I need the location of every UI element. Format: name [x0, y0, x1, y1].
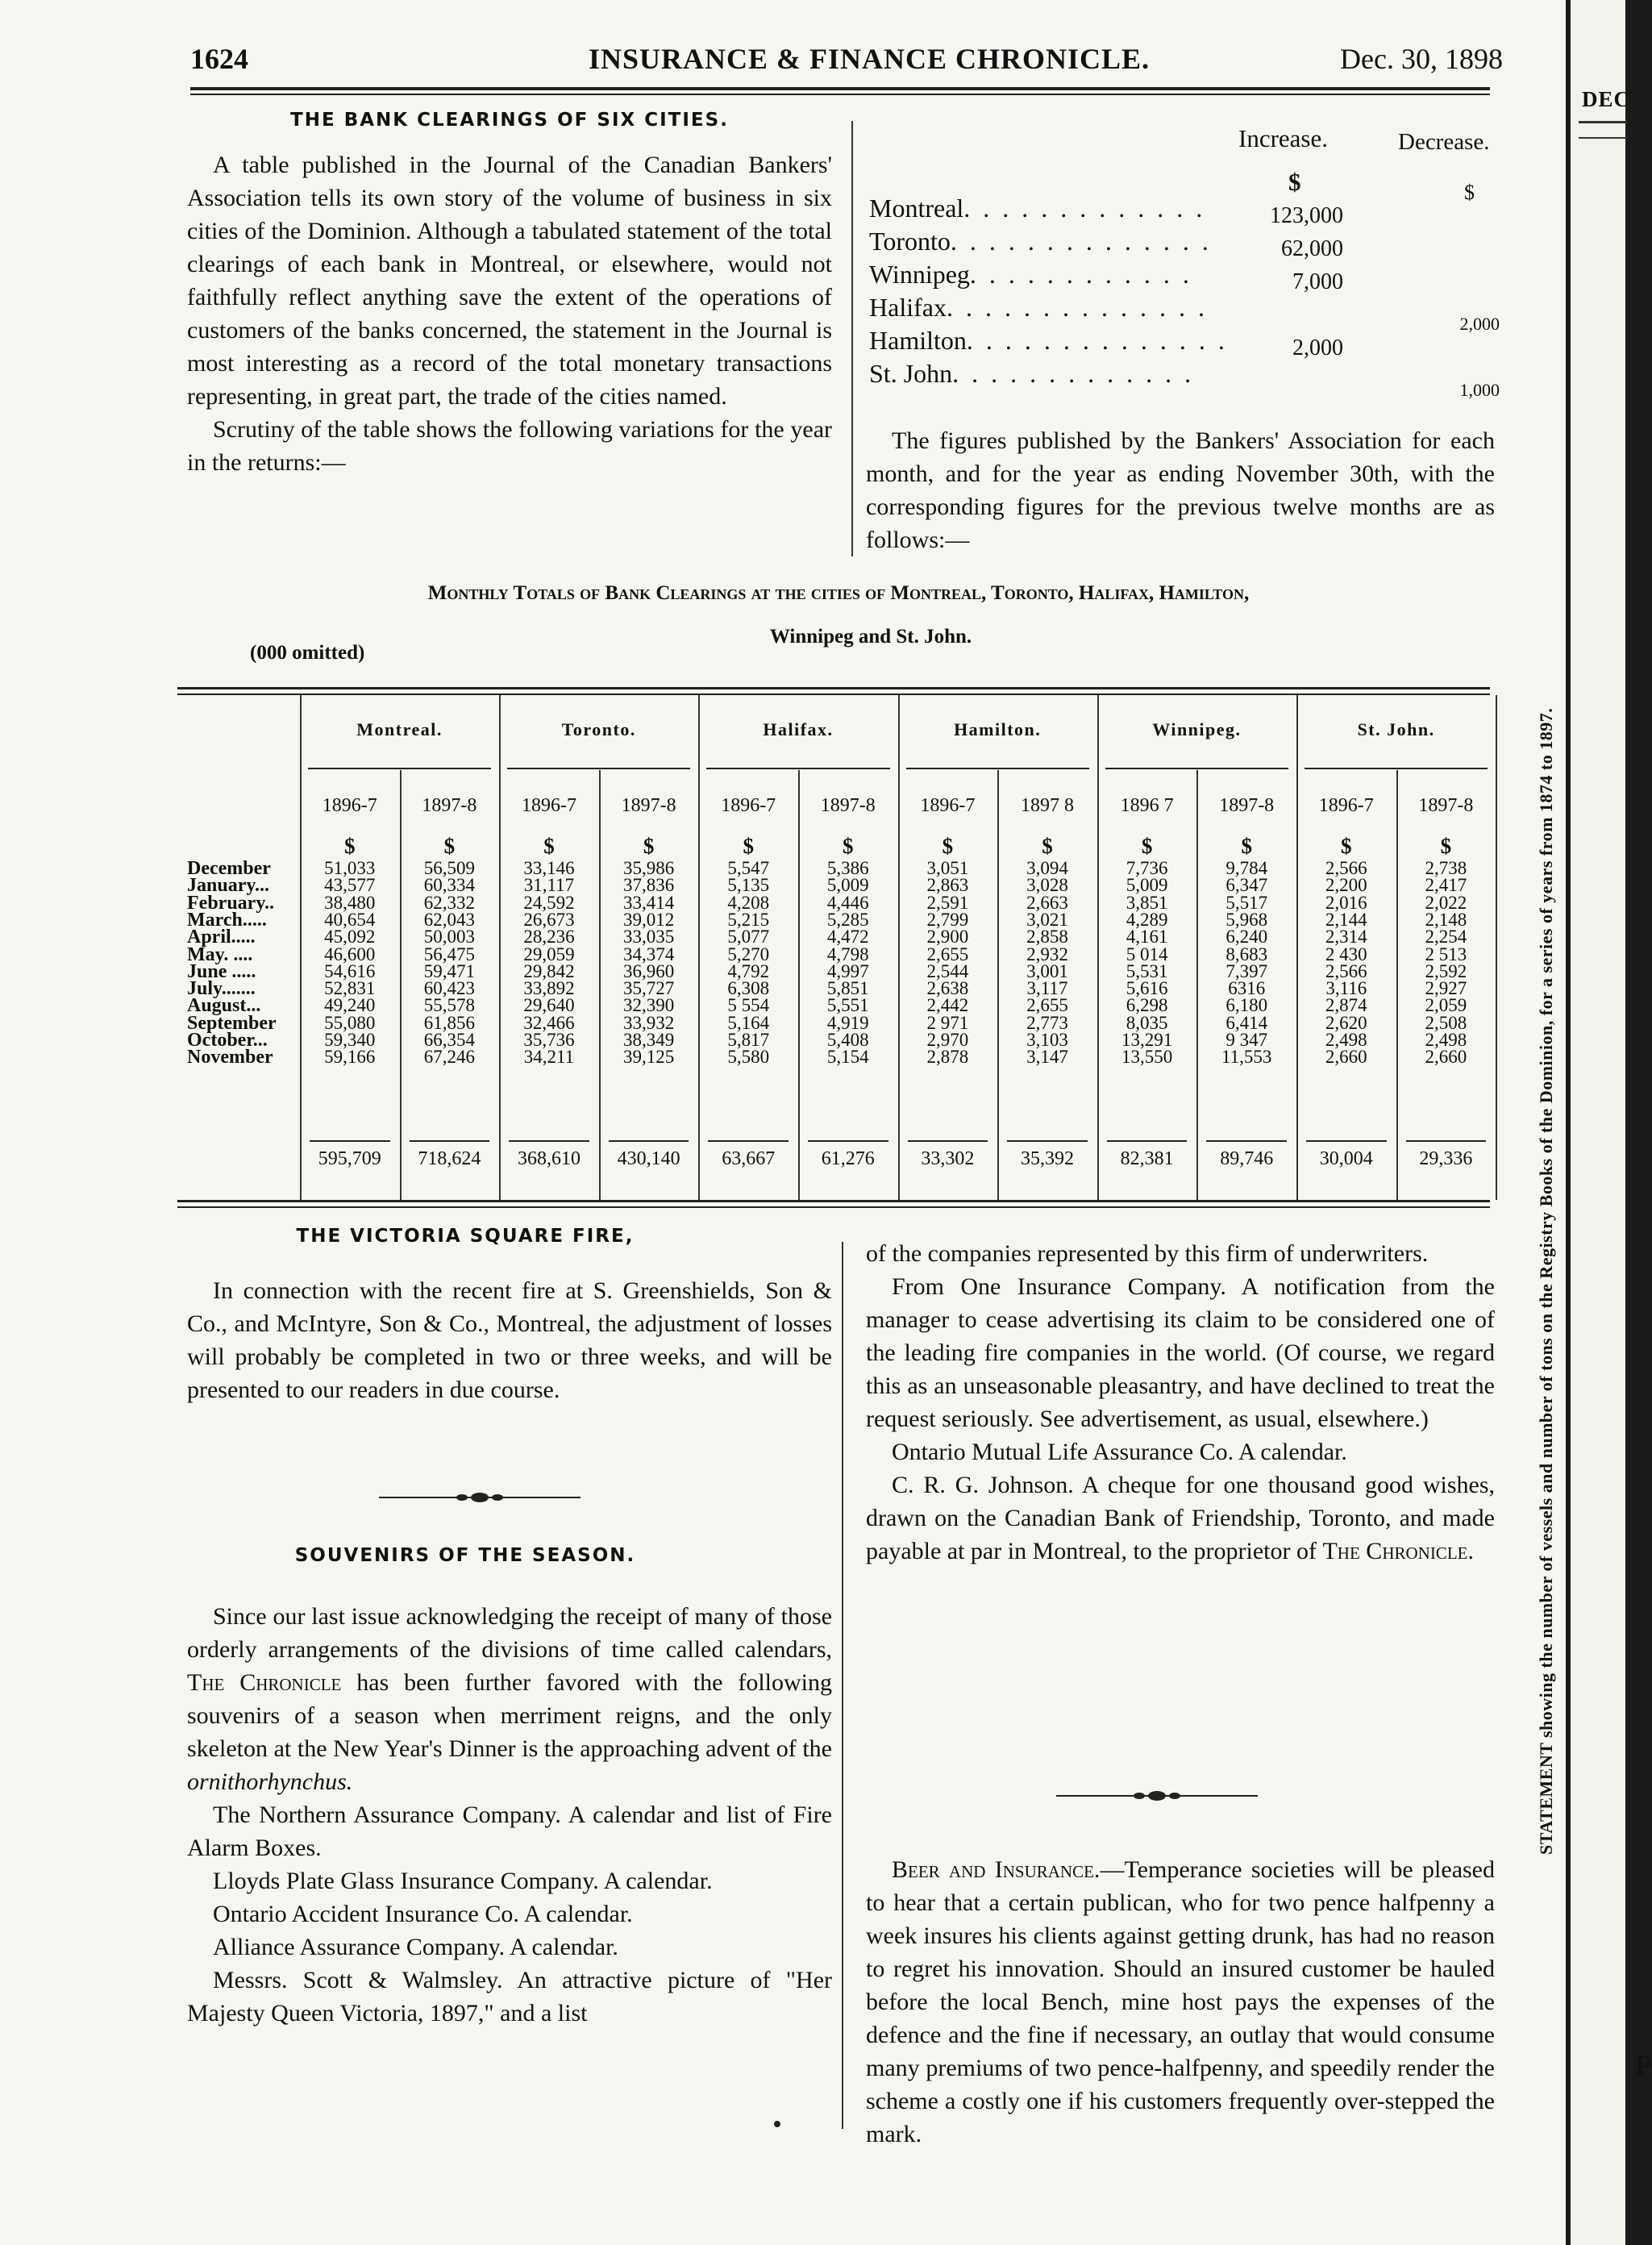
year-header: 1896 7	[1120, 795, 1174, 816]
souvenir-item-4: Alliance Assurance Company. A calendar.	[213, 1934, 618, 1960]
dollar-sign: $	[344, 834, 356, 858]
adjacent-page-edge	[1571, 0, 1652, 2245]
souvenirs-intro: Since our last issue acknowledging the receipt of many of those orderly arrangements of the divisions of time called calendars, The Chronicle has been further favored with the following souvenirs of a season when merriment reigns, and the only skeleton at the New Year's Dinner is the approaching advent of the ornithorhynchus.	[187, 1603, 832, 1795]
table-cell: 43,577	[324, 875, 376, 896]
table-cell: 33,932	[622, 1012, 675, 1033]
variation-row	[869, 194, 1205, 223]
table-cell: 3,116	[1325, 978, 1367, 999]
table-cell: 5,285	[826, 909, 869, 930]
souvenir-item-1: The Northern Assurance Company. A calendar and list of Fire Alarm Boxes.	[187, 1801, 832, 1861]
city-header: St. John.	[1357, 719, 1435, 739]
table-cell: 54,616	[324, 960, 376, 981]
city-column-divider	[1496, 695, 1497, 1200]
city-header: Halifax.	[763, 719, 834, 739]
total-rule	[410, 1140, 490, 1142]
page-number: 1624	[190, 43, 248, 75]
table-cell: 13,291	[1121, 1030, 1173, 1050]
table-top-rule	[177, 687, 1490, 689]
adjacent-rule	[1579, 121, 1627, 123]
table-cell: 2,660	[1325, 1047, 1367, 1068]
column-divider-bottom	[842, 1242, 843, 2129]
table-cell: 5 014	[1126, 943, 1168, 964]
table-title-line-1: Monthly Totals of Bank Clearings at the cities of Montreal, Toronto, Halifax, Hamilton,	[427, 582, 1250, 604]
dollar-sign: $	[1440, 834, 1452, 858]
adjacent-header-fragment: DEC	[1582, 87, 1631, 111]
month-label: August...	[187, 995, 261, 1017]
table-cell: 5,386	[826, 858, 869, 878]
table-cell: 5,077	[727, 927, 770, 948]
table-cell: 4,446	[826, 892, 869, 913]
bank-clearings-article	[187, 110, 832, 479]
table-cell: 6,308	[727, 978, 770, 999]
year-header: 1897-8	[1219, 795, 1275, 816]
table-cell: 35,736	[523, 1030, 575, 1050]
increase-label: Increase.	[1238, 124, 1328, 152]
table-cell: 29,059	[523, 943, 575, 964]
dollar-sign: $	[942, 834, 954, 858]
column-divider-top	[851, 121, 853, 556]
city-header-rule	[906, 768, 1089, 769]
table-cell: 62,332	[423, 892, 476, 913]
city-header: Montreal.	[356, 719, 443, 739]
table-cell: 46,600	[324, 943, 376, 964]
souvenir-item-3: Ontario Accident Insurance Co. A calendar.	[213, 1901, 633, 1927]
adjacent-bottom-letter: P	[1635, 2049, 1652, 2083]
table-cell: 5,517	[1225, 892, 1268, 913]
table-cell: 4,792	[727, 960, 770, 981]
table-cell: 5,547	[727, 858, 770, 878]
table-cell: 6,180	[1225, 995, 1268, 1016]
variation-city: Toronto	[869, 227, 951, 256]
year-header: 1897-8	[1418, 795, 1474, 816]
column-total: 61,276	[821, 1148, 875, 1169]
table-cell: 66,354	[423, 1030, 476, 1050]
decrease-dollar: $	[1464, 181, 1475, 204]
table-cell: 26,673	[523, 909, 575, 930]
souvenir-johnson: C. R. G. Johnson. A cheque for one thousand good wishes, drawn on the Canadian Bank of Friendship, Toronto, and made payable at par in Montreal, to the proprietor of The Chronicle.	[866, 1472, 1495, 1564]
month-label: September	[187, 1012, 277, 1034]
table-cell: 5,968	[1225, 909, 1268, 930]
table-cell: 33,035	[622, 927, 675, 948]
bank-clearings-para-3: The figures published by the Bankers' Association for each month, and for the year as ending November 30th, with the corresponding figures for the previous twelve months are as follows:—	[866, 427, 1495, 553]
table-cell: 39,125	[622, 1047, 675, 1068]
table-cell: 2,442	[926, 995, 969, 1016]
city-header-rule	[1305, 768, 1488, 769]
table-cell: 3,117	[1026, 978, 1068, 999]
table-cell: 4,997	[826, 960, 869, 981]
table-cell: 36,960	[622, 960, 675, 981]
table-cell: 6,240	[1225, 927, 1268, 948]
victoria-fire-para: In connection with the recent fire at S. Greenshields, Son & Co., and McIntyre, Son & Co., Montreal, the adjustment of losses will probably be completed in two or three weeks, and will be presented to our readers in due course.	[187, 1277, 832, 1403]
table-cell: 2,592	[1425, 960, 1467, 981]
dollar-sign: $	[843, 834, 854, 858]
publication-title: INSURANCE & FINANCE CHRONICLE.	[589, 43, 1151, 75]
table-top-rule-thin	[177, 693, 1490, 695]
table-cell: 2,144	[1325, 909, 1367, 930]
table-cell: 2,638	[926, 978, 969, 999]
table-cell: 5,817	[727, 1030, 770, 1050]
table-cell: 56,509	[423, 858, 476, 878]
variation-leader-dots: . . . . . . . . . . . . . .	[966, 326, 1228, 355]
table-bottom-rule-thin	[177, 1206, 1490, 1208]
table-cell: 2,900	[926, 927, 969, 948]
bank-clearings-para-1: A table published in the Journal of the Canadian Bankers' Association tells its own story of the volume of business in six cities of the Dominion. Although a tabulated statement of the total clearings of each bank in Montreal, or elsewhere, would not faithfully reflect anything save the extent of the operations of customers of the banks concerned, the statement in the Journal is most interesting as a record of the total monetary transactions representing, in great part, the trade of the cities named.	[187, 152, 832, 410]
year-header: 1897-8	[422, 795, 477, 816]
table-cell: 2,655	[926, 943, 969, 964]
table-cell: 32,390	[622, 995, 675, 1016]
table-cell: 2,059	[1425, 995, 1467, 1016]
table-cell: 2,932	[1026, 943, 1068, 964]
dollar-sign: $	[643, 834, 655, 858]
column-total: 595,709	[318, 1148, 381, 1169]
adjacent-rule-thin	[1579, 137, 1627, 139]
table-cell: 2,878	[926, 1047, 969, 1068]
total-rule	[908, 1140, 988, 1142]
table-cell: 5,009	[1126, 875, 1168, 896]
table-cell: 6,347	[1225, 875, 1268, 896]
table-cell: 6,298	[1126, 995, 1168, 1016]
issue-date: Dec. 30, 1898	[1340, 43, 1503, 75]
dollar-sign: $	[1042, 834, 1053, 858]
table-cell: 9 347	[1225, 1030, 1268, 1050]
total-rule	[1107, 1140, 1188, 1142]
next-page-side-text: STATEMENT showing the number of vessels and number of tons on the Registry Books of the Dominion, for a series of years from 1874 to 1897.	[1536, 707, 1556, 1855]
table-cell: 59,166	[324, 1047, 376, 1068]
table-cell: 60,423	[423, 978, 476, 999]
table-bottom-rule	[177, 1200, 1490, 1202]
table-cell: 2 430	[1325, 943, 1367, 964]
year-header: 1897 8	[1020, 795, 1074, 816]
page-dot	[774, 2121, 780, 2127]
table-cell: 38,480	[324, 892, 376, 913]
variation-row	[869, 293, 1208, 323]
table-cell: 59,471	[423, 960, 476, 981]
total-rule	[1206, 1140, 1287, 1142]
table-cell: 4,161	[1126, 927, 1168, 948]
table-cell: 29,640	[523, 995, 575, 1016]
variation-city: Montreal	[869, 194, 964, 223]
table-cell: 60,334	[423, 875, 476, 896]
total-rule	[1406, 1140, 1487, 1142]
table-cell: 55,080	[324, 1012, 376, 1033]
variation-row	[869, 359, 1194, 389]
table-cell: 2,148	[1425, 909, 1467, 930]
table-cell: 33,892	[523, 978, 575, 999]
month-label: April.....	[187, 927, 256, 948]
city-header: Winnipeg.	[1152, 719, 1242, 739]
dollar-sign: $	[1141, 834, 1153, 858]
table-cell: 39,012	[622, 909, 675, 930]
month-label: March.....	[187, 909, 267, 931]
total-rule	[310, 1140, 390, 1142]
table-cell: 38,349	[622, 1030, 675, 1050]
decrease-label: Decrease.	[1398, 129, 1490, 155]
year-header: 1896-7	[920, 795, 976, 816]
table-cell: 2,655	[1026, 995, 1068, 1016]
table-cell: 2,799	[926, 909, 969, 930]
city-header: Toronto.	[561, 719, 636, 739]
table-cell: 61,856	[423, 1012, 476, 1033]
variation-city: St. John	[869, 359, 953, 388]
table-cell: 49,240	[324, 995, 376, 1016]
variation-increase: 62,000	[1281, 236, 1343, 261]
table-cell: 37,836	[622, 875, 675, 896]
table-cell: 5,009	[826, 875, 869, 896]
month-label: December	[187, 858, 271, 879]
souvenir-ontario-mutual: Ontario Mutual Life Assurance Co. A calendar.	[892, 1439, 1347, 1465]
table-cell: 3,051	[926, 858, 969, 878]
table-cell: 3,147	[1026, 1047, 1068, 1068]
table-cell: 2,738	[1425, 858, 1467, 878]
table-cell: 2 513	[1425, 943, 1467, 964]
city-header: Hamilton.	[954, 719, 1042, 739]
year-header: 1896-7	[721, 795, 776, 816]
table-cell: 33,146	[523, 858, 575, 878]
table-cell: 7,736	[1126, 858, 1168, 878]
month-label: October...	[187, 1030, 268, 1051]
month-label: February..	[187, 892, 274, 914]
table-cell: 3,001	[1026, 960, 1068, 981]
table-cell: 5,616	[1126, 978, 1168, 999]
month-label: July.......	[187, 978, 256, 1000]
variation-leader-dots: . . . . . . . . . . . . . .	[950, 227, 1212, 256]
table-cell: 52,831	[324, 978, 376, 999]
table-cell: 2,566	[1325, 960, 1367, 981]
year-header: 1897-8	[621, 795, 676, 816]
table-cell: 5,551	[826, 995, 869, 1016]
table-cell: 62,043	[423, 909, 476, 930]
beer-insurance-article	[866, 1853, 1495, 2151]
year-header: 1896-7	[1318, 795, 1374, 816]
table-cell: 56,475	[423, 943, 476, 964]
variation-row	[869, 227, 1212, 256]
table-cell: 2,591	[926, 892, 969, 913]
table-cell: 29,842	[523, 960, 575, 981]
table-cell: 6,414	[1225, 1012, 1268, 1033]
variation-leader-dots: . . . . . . . . . . . . .	[952, 359, 1195, 388]
table-cell: 2,314	[1325, 927, 1367, 948]
table-cell: 5 554	[727, 995, 770, 1016]
total-rule	[808, 1140, 888, 1142]
table-cell: 2,566	[1325, 858, 1367, 878]
table-cell: 8,035	[1126, 1012, 1168, 1033]
table-cell: 3,094	[1026, 858, 1068, 878]
victoria-fire-article	[187, 1226, 832, 1406]
beer-insurance-lead: Beer and Insurance.	[892, 1856, 1101, 1883]
table-cell: 2,022	[1425, 892, 1467, 913]
table-cell: 2,927	[1425, 978, 1467, 999]
table-cell: 55,578	[423, 995, 476, 1016]
souvenirs-heading: SOUVENIRS OF THE SEASON.	[294, 1545, 636, 1566]
table-cell: 5,580	[727, 1047, 770, 1068]
table-cell: 51,033	[324, 858, 376, 878]
variation-row	[869, 260, 1192, 289]
ornament-divider-right	[1056, 1790, 1258, 1801]
table-cell: 7,397	[1225, 960, 1268, 981]
year-header: 1896-7	[521, 795, 576, 816]
total-rule	[609, 1140, 689, 1142]
table-cell: 2,858	[1026, 927, 1068, 948]
table-cell: 35,986	[622, 858, 675, 878]
month-label: May. ....	[187, 943, 253, 965]
table-cell: 2,863	[926, 875, 969, 896]
column-total: 89,746	[1220, 1148, 1274, 1169]
header-rule-thin	[190, 94, 1490, 95]
column-total: 82,381	[1120, 1148, 1174, 1169]
table-cell: 2,544	[926, 960, 969, 981]
table-cell: 59,340	[324, 1030, 376, 1050]
month-label: June .....	[187, 960, 256, 982]
table-cell: 5,215	[727, 909, 770, 930]
column-total: 29,336	[1419, 1148, 1473, 1169]
bank-clearings-para-2: Scrutiny of the table shows the following variations for the year in the returns:—	[187, 416, 832, 476]
total-rule	[1306, 1140, 1387, 1142]
dollar-sign: $	[1341, 834, 1352, 858]
year-header: 1896-7	[322, 795, 377, 816]
variation-increase: 2,000	[1292, 335, 1343, 360]
table-cell: 34,374	[622, 943, 675, 964]
table-cell: 5,408	[826, 1030, 869, 1050]
table-cell: 4,798	[826, 943, 869, 964]
city-header-rule	[308, 768, 491, 769]
variation-decrease: 1,000	[1459, 380, 1500, 400]
variation-leader-dots: . . . . . . . . . . . . .	[963, 194, 1206, 223]
table-cell: 2,620	[1325, 1012, 1367, 1033]
city-header-rule	[507, 768, 690, 769]
table-cell: 6316	[1228, 978, 1266, 999]
omitted-note: (000 omitted)	[250, 642, 365, 664]
column-total: 63,667	[722, 1148, 776, 1169]
table-cell: 28,236	[523, 927, 575, 948]
total-rule	[509, 1140, 589, 1142]
table-cell: 33,414	[622, 892, 675, 913]
column-total: 368,610	[517, 1148, 580, 1169]
table-cell: 2,498	[1325, 1030, 1367, 1050]
table-cell: 5,164	[727, 1012, 770, 1033]
month-label: January...	[187, 875, 270, 897]
column-total: 430,140	[617, 1148, 680, 1169]
souvenirs-continued-text: of the companies represented by this firm of underwriters.	[866, 1240, 1429, 1267]
table-cell: 50,003	[423, 927, 476, 948]
column-total: 33,302	[921, 1148, 975, 1169]
table-cell: 13,550	[1121, 1047, 1173, 1068]
table-cell: 2,254	[1425, 927, 1467, 948]
table-cell: 24,592	[523, 892, 575, 913]
table-cell: 32,466	[523, 1012, 575, 1033]
variation-increase: 7,000	[1292, 269, 1343, 294]
table-cell: 3,103	[1026, 1030, 1068, 1050]
variation-increase: 123,000	[1270, 203, 1343, 228]
column-total: 30,004	[1319, 1148, 1373, 1169]
table-cell: 2,970	[926, 1030, 969, 1050]
souvenir-item-2: Lloyds Plate Glass Insurance Company. A calendar.	[213, 1868, 713, 1894]
variation-city: Winnipeg	[869, 260, 970, 289]
variation-decrease: 2,000	[1459, 314, 1500, 334]
table-cell: 2,417	[1425, 875, 1467, 896]
total-rule	[1007, 1140, 1088, 1142]
table-cell: 5,135	[727, 875, 770, 896]
table-cell: 45,092	[324, 927, 376, 948]
table-cell: 4,208	[727, 892, 770, 913]
table-cell: 2,663	[1026, 892, 1068, 913]
table-cell: 40,654	[324, 909, 376, 930]
table-cell: 4,289	[1126, 909, 1168, 930]
total-rule	[708, 1140, 789, 1142]
table-cell: 2,498	[1425, 1030, 1467, 1050]
table-cell: 2,660	[1425, 1047, 1467, 1068]
victoria-fire-heading: THE VICTORIA SQUARE FIRE,	[296, 1226, 635, 1247]
variation-row	[869, 326, 1228, 356]
table-title-line-2: Winnipeg and St. John.	[769, 626, 972, 648]
table-cell: 35,727	[622, 978, 675, 999]
table-cell: 5,531	[1126, 960, 1168, 981]
variation-city: Hamilton	[869, 326, 967, 355]
beer-insurance-text: Beer and Insurance.—Temperance societies will be pleased to hear that a certain publican, who for two pence halfpenny a week insures his clients against getting drunk, has had no reason to regret his innovation. Should an insured customer be hauled before the local Bench, mine host pays the expenses of the defence and the fine if necessary, an outlay that would consume many premiums of two pence-halfpenny, and speedily render the scheme a costly one if his customers frequently over-stepped the mark.	[866, 1856, 1495, 2147]
table-cell: 4,472	[826, 927, 869, 948]
variation-leader-dots: . . . . . . . . . . . .	[969, 260, 1192, 289]
table-cell: 5,270	[727, 943, 770, 964]
city-header-rule	[1105, 768, 1288, 769]
table-cell: 3,851	[1126, 892, 1168, 913]
table-cell: 2,200	[1325, 875, 1367, 896]
souvenirs-continued	[866, 1237, 1495, 1568]
souvenir-item-5: Messrs. Scott & Walmsley. An attractive picture of "Her Majesty Queen Victoria, 1897," and a list	[187, 1967, 832, 2026]
table-cell: 3,028	[1026, 875, 1068, 896]
table-cell: 4,919	[826, 1012, 869, 1033]
bank-clearings-para-3-wrap	[866, 424, 1495, 556]
variation-leader-dots: . . . . . . . . . . . . . .	[946, 293, 1208, 322]
table-cell: 11,553	[1221, 1047, 1272, 1068]
bank-clearings-heading: THE BANK CLEARINGS OF SIX CITIES.	[290, 110, 729, 131]
column-total: 718,624	[418, 1148, 481, 1169]
table-cell: 8,683	[1225, 943, 1268, 964]
souvenir-one-insurance: From One Insurance Company. A notification from the manager to cease advertising its claim to be considered one of the leading fire companies in the world. (Of course, we regard this as an unseasonable pleasantry, and have declined to treat the request seriously. See advertisement, as usual, elsewhere.)	[866, 1273, 1495, 1432]
city-header-rule	[706, 768, 889, 769]
header-rule	[190, 87, 1490, 90]
increase-dollar: $	[1288, 168, 1301, 196]
dollar-sign: $	[1241, 834, 1252, 858]
table-cell: 5,851	[826, 978, 869, 999]
table-cell: 2 971	[926, 1012, 969, 1033]
dollar-sign: $	[543, 834, 555, 858]
dollar-sign: $	[443, 834, 456, 858]
table-cell: 9,784	[1225, 858, 1268, 878]
dollar-sign: $	[743, 834, 754, 858]
column-total: 35,392	[1020, 1148, 1074, 1169]
table-cell: 34,211	[523, 1047, 575, 1068]
table-cell: 2,016	[1325, 892, 1367, 913]
month-label: November	[187, 1047, 273, 1068]
year-header: 1897-8	[820, 795, 876, 816]
souvenirs-article	[187, 1545, 832, 2030]
table-cell: 2,874	[1325, 995, 1367, 1016]
table-cell: 5,154	[826, 1047, 869, 1068]
table-cell: 2,773	[1026, 1012, 1068, 1033]
table-cell: 2,508	[1425, 1012, 1467, 1033]
table-cell: 3,021	[1026, 909, 1068, 930]
ornament-divider-left	[379, 1492, 580, 1503]
table-cell: 67,246	[423, 1047, 476, 1068]
table-cell: 31,117	[523, 875, 575, 896]
variation-city: Halifax	[869, 293, 947, 322]
